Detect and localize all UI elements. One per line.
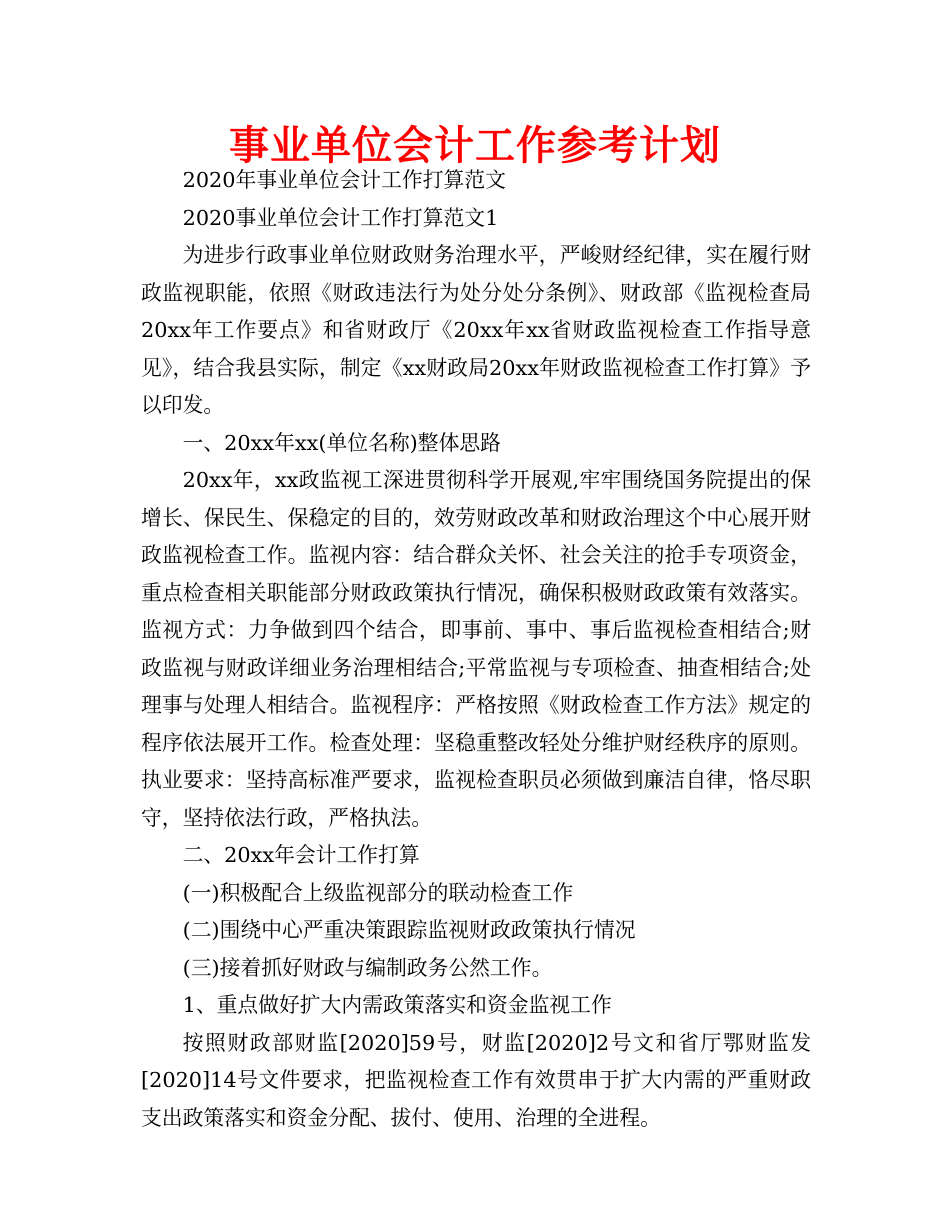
paragraph: 为进步行政事业单位财政财务治理水平，严峻财经纪律，实在履行财政监视职能，依照《财政违法行为处分处分条例》、财政部《监视检查局20xx年工作要点》和省财政厅《20xx年xx省财政监视检查工作指导意见》，结合我县实际，制定《xx财政局20xx年财政监视检查工作打算》予以印发。 <box>141 243 811 417</box>
list-item: (二)围绕中心严重决策跟踪监视财政政策执行情况 <box>182 918 636 942</box>
paragraph: 20xx年，xx政监视工深进贯彻科学开展观,牢牢围绕国务院提出的保增长、保民生、保稳定的目的，效劳财政改革和财政治理这个中心展开财政监视检查工作。监视内容：结合群众关怀、社会关注的抢手专项资金，重点检查相关职能部分财政政策执行情况，确保积极财政政策有效落实。监视方式：力争做到四个结合，即事前、事中、事后监视检查相结合;财政监视与财政详细业务治理相结合;平常监视与专项检查、抽查相结合;处理事与处理人相结合。监视程序：严格按照《财政检查工作方法》规定的程序依法展开工作。检查处理：坚稳重整改轻处分维护财经秩序的原则。执业要求：坚持高标准严要求，监视检查职员必须做到廉洁自律，恪尽职守，坚持依法行政，严格执法。 <box>141 468 811 830</box>
paragraph: 2020年事业单位会计工作打算范文 <box>182 168 506 192</box>
sub-heading: 1、重点做好扩大内需政策落实和资金监视工作 <box>182 993 612 1017</box>
document-body <box>141 162 811 1137</box>
section-heading: 二、20xx年会计工作打算 <box>182 843 420 867</box>
document-title: 事业单位会计工作参考计划 <box>229 123 721 169</box>
section-heading: 一、20xx年xx(单位名称)整体思路 <box>182 430 501 455</box>
paragraph: 按照财政部财监[2020]59号，财监[2020]2号文和省厅鄂财监发[2020]14号文件要求，把监视检查工作有效贯串于扩大内需的严重财政支出政策落实和资金分配、拔付、使用、治理的全进程。 <box>141 1030 811 1130</box>
paragraph: 2020事业单位会计工作打算范文1 <box>182 205 499 230</box>
list-item: (一)积极配合上级监视部分的联动检查工作 <box>182 880 574 905</box>
list-item: (三)接着抓好财政与编制政务公然工作。 <box>182 955 553 980</box>
